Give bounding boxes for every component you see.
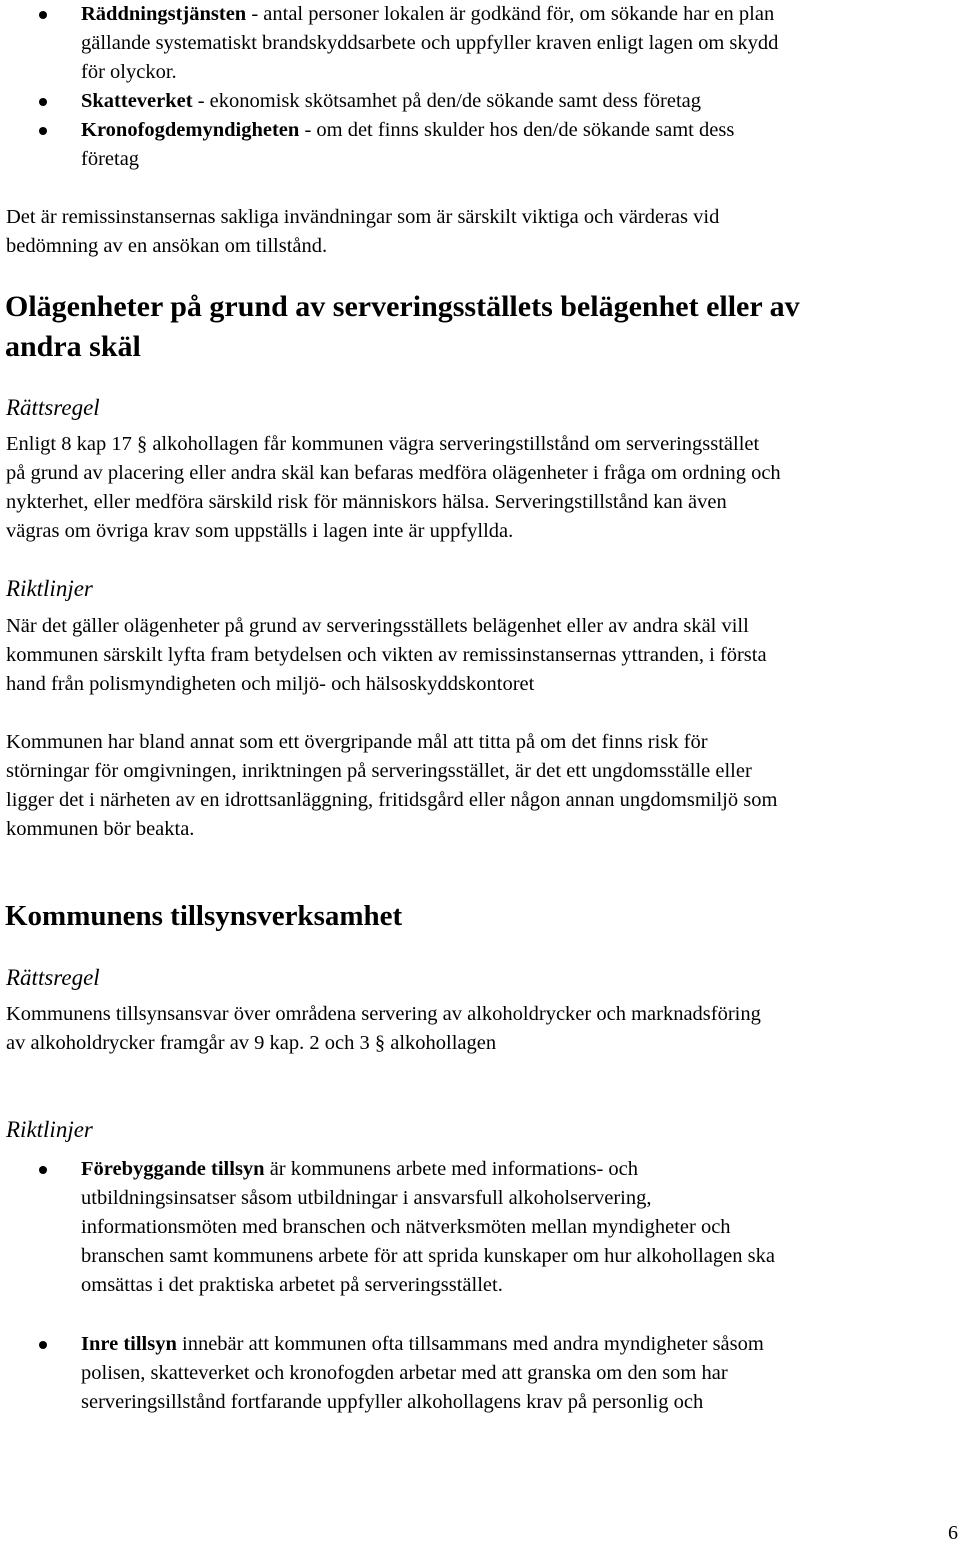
list-item-line: Räddningstjänsten - antal personer lokalen är godkänd för, om sökande har en plan [81, 3, 775, 25]
list-item-line: serveringsillstånd fortfarande uppfyller alkohollagens krav på personlig och [81, 1391, 704, 1413]
rattsregel-paragraph: Enligt 8 kap 17 § alkohollagen får kommunen vägra serveringstillstånd om serveringsstället på grund av placering eller andra skäl kan befaras medföra olägenheter i fråga om ordning och nykterhet, eller medföra särskild risk för människors hälsa. Serveringstillstånd kan även vägras om övriga krav som uppställs i lagen inte är uppfyllda. [6, 433, 781, 542]
list-item [0, 1330, 960, 1417]
subheading-rattsregel: Rättsregel [6, 395, 100, 420]
list-item [0, 87, 960, 116]
list-item-line: Förebyggande tillsyn är kommunens arbete med informations- och [81, 1158, 639, 1180]
section-heading-tillsyn: Kommunens tillsynsverksamhet [5, 900, 403, 932]
list-item-line: Skatteverket - ekonomisk skötsamhet på den/de sökande samt dess företag [81, 90, 701, 112]
page-number: 6 [948, 1522, 958, 1544]
list-item-line: Inre tillsyn innebär att kommunen ofta tillsammans med andra myndigheter såsom [81, 1333, 764, 1355]
section-heading-olagenheter: Olägenheter på grund av serveringsställets belägenhet eller av andra skäl [5, 290, 800, 363]
list-item-line: omsättas i det praktiska arbetet på serveringsstället. [81, 1274, 503, 1296]
bullet-icon [39, 98, 47, 106]
list-item-bold: Räddningstjänsten [81, 3, 247, 25]
list-item [0, 1155, 960, 1300]
list-item-line: företag [81, 148, 140, 170]
riktlinjer-paragraph-1: När det gäller olägenheter på grund av serveringsställets belägenhet eller av andra skäl vill kommunen särskilt lyfta fram betydelsen och vikten av remissinstansernas yttranden, i första hand från polismyndigheten och miljö- och hälsoskyddskontoret [6, 615, 767, 695]
list-item-line: polisen, skatteverket och kronofogden arbetar med att granska om den som har [81, 1362, 728, 1384]
bullet-icon [39, 11, 47, 19]
list-item-bold: Skatteverket [81, 90, 193, 112]
subheading-riktlinjer: Riktlinjer [6, 576, 93, 601]
rattsregel-paragraph: Kommunens tillsynsansvar över områdena servering av alkoholdrycker och marknadsföring av alkoholdrycker framgår av 9 kap. 2 och 3 § alkohollagen [6, 1003, 761, 1054]
list-item-line: branschen samt kommunens arbete för att sprida kunskaper om hur alkohollagen ska [81, 1245, 775, 1267]
intro-paragraph: Det är remissinstansernas sakliga invändningar som är särskilt viktiga och värderas vid bedömning av en ansökan om tillstånd. [6, 206, 720, 257]
bullet-icon [39, 1166, 47, 1174]
list-item-bold: Inre tillsyn [81, 1333, 177, 1355]
list-item-line: utbildningsinsatser såsom utbildningar i ansvarsfull alkoholservering, [81, 1187, 652, 1209]
list-item-bold: Kronofogdemyndigheten [81, 119, 300, 141]
list-item-line: Kronofogdemyndigheten - om det finns skulder hos den/de sökande samt dess [81, 119, 735, 141]
list-item-line: informationsmöten med branschen och nätverksmöten mellan myndigheter och [81, 1216, 731, 1238]
tillsyn-list [0, 1155, 960, 1417]
list-item-line: gällande systematiskt brandskyddsarbete och uppfyller kraven enligt lagen om skydd [81, 32, 779, 54]
list-item-bold: Förebyggande tillsyn [81, 1158, 265, 1180]
bullet-icon [39, 1341, 47, 1349]
subheading-rattsregel: Rättsregel [6, 965, 100, 990]
bullet-icon [39, 127, 47, 135]
list-item [0, 116, 960, 174]
riktlinjer-paragraph-2: Kommunen har bland annat som ett övergripande mål att titta på om det finns risk för störningar för omgivningen, inriktningen på serveringsstället, är det ett ungdomsställe eller ligger det i närheten av en idrottsanläggning, fritidsgård eller någon annan ungdomsmiljö som kommunen bör beakta. [6, 731, 778, 840]
list-item-line: för olyckor. [81, 61, 177, 83]
list-item [0, 0, 960, 87]
subheading-riktlinjer: Riktlinjer [6, 1117, 93, 1142]
remissinstanser-list [0, 0, 960, 174]
